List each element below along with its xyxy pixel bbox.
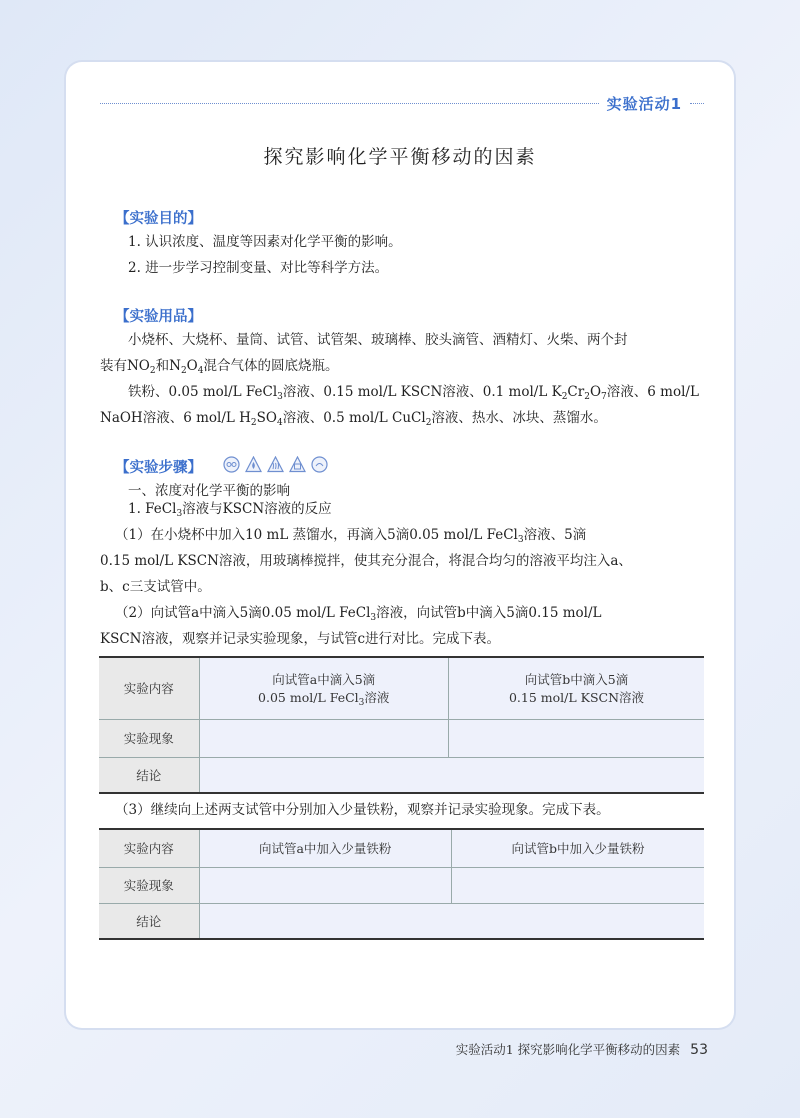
cell-text-part: 溶液: [364, 690, 390, 706]
wash-hands-icon: [311, 456, 328, 473]
activity-banner: [100, 92, 704, 114]
supplies-line-1: 小烧杯、大烧杯、量筒、试管、试管架、玻璃棒、胶头滴管、酒精灯、火柴、两个封: [128, 332, 628, 348]
steps-item-1-text: 1. FeCl: [128, 501, 177, 517]
flame-warning-icon: [245, 456, 262, 473]
subscript: 7: [601, 392, 607, 402]
purpose-heading: 【实验目的】: [115, 211, 202, 227]
subscript: 4: [197, 366, 204, 376]
subscript: 2: [149, 366, 156, 376]
supplies-line-4-text: SO: [256, 410, 277, 426]
table-cell-empty: [448, 719, 704, 757]
row-label: 实验现象: [99, 719, 199, 757]
hot-warning-icon: [267, 456, 284, 473]
cell-text: 0.15 mol/L KSCN溶液: [508, 690, 645, 706]
supplies-line-4-text: 溶液、热水、冰块、蒸馏水。: [431, 410, 607, 426]
step-1-text: 溶液、5滴: [523, 527, 587, 543]
subscript: 2: [425, 418, 432, 428]
table-cell-empty: [199, 903, 704, 939]
banner-dots-right: [690, 103, 704, 104]
step-1-line-3: b、c三支试管中。: [100, 579, 211, 595]
step-1-line-1: [115, 525, 586, 545]
steps-heading: 【实验步骤】: [115, 460, 202, 476]
step-2-text: （2）向试管a中滴入5滴0.05 mol/L FeCl: [115, 605, 371, 621]
supplies-line-4-text: NaOH溶液、6 mol/L H: [100, 410, 251, 426]
table-cell-a: [199, 657, 448, 719]
cell-text: 向试管a中滴入5滴: [272, 672, 376, 688]
goggles-icon: [223, 456, 240, 473]
table-cell-empty: [199, 867, 451, 903]
steps-item-1: [128, 499, 332, 519]
subscript: 4: [276, 418, 283, 428]
table-row: [99, 867, 704, 903]
row-label: 结论: [99, 757, 199, 793]
supplies-line-4-text: 溶液、0.5 mol/L CuCl: [282, 410, 426, 426]
banner-dots-left: [100, 103, 599, 104]
table-cell-empty: [199, 757, 704, 793]
subscript: 2: [561, 392, 568, 402]
supplies-line-3-text: 溶液、6 mol/L: [606, 384, 699, 400]
supplies-line-2: [100, 356, 338, 376]
safety-icons: [223, 456, 328, 473]
row-label: 实验现象: [99, 867, 199, 903]
supplies-line-2-text: 装有NO: [100, 358, 150, 374]
table-cell-empty: [451, 867, 704, 903]
step-1-text: （1）在小烧杯中加入10 mL 蒸馏水，再滴入5滴0.05 mol/L FeCl: [115, 527, 518, 543]
purpose-item-1: 1. 认识浓度、温度等因素对化学平衡的影响。: [128, 234, 402, 250]
subscript: 3: [277, 392, 283, 402]
table-row: [99, 903, 704, 939]
steps-subheading: 一、浓度对化学平衡的影响: [128, 483, 290, 499]
table-row: [99, 757, 704, 793]
supplies-line-2-text: 和N: [155, 358, 181, 374]
steps-item-1-text: 溶液与KSCN溶液的反应: [182, 501, 332, 517]
table-cell-a: 向试管a中加入少量铁粉: [199, 829, 451, 867]
results-table-1: [99, 656, 704, 794]
step-3-line: （3）继续向上述两支试管中分别加入少量铁粉，观察并记录实验现象。完成下表。: [115, 802, 610, 818]
subscript: 3: [358, 698, 365, 709]
supplies-line-3-text: O: [589, 384, 602, 400]
banner-label: 实验活动1: [606, 94, 682, 113]
table-row: [99, 719, 704, 757]
page-footer: [456, 1040, 708, 1058]
supplies-line-3-text: 铁粉、0.05 mol/L FeCl: [128, 384, 278, 400]
table-row: [99, 829, 704, 867]
footer-text: 实验活动1 探究影响化学平衡移动的因素: [455, 1042, 681, 1057]
cell-text: [200, 688, 448, 709]
row-label: 实验内容: [99, 829, 199, 867]
subscript: 3: [176, 509, 183, 519]
subscript: 2: [250, 418, 257, 428]
purpose-item-2: 2. 进一步学习控制变量、对比等科学方法。: [128, 260, 389, 276]
supplies-line-2-text: O: [186, 358, 198, 374]
supplies-line-2-text: 混合气体的圆底烧瓶。: [203, 358, 339, 374]
supplies-line-3-text: 溶液、0.15 mol/L KSCN溶液、0.1 mol/L K: [282, 384, 562, 400]
subscript: 2: [180, 366, 187, 376]
page-title: 探究影响化学平衡移动的因素: [263, 146, 537, 168]
step-2-text: 溶液，向试管b中滴入5滴0.15 mol/L: [376, 605, 602, 621]
row-label: 实验内容: [99, 657, 199, 719]
cell-text-part: 0.05 mol/L FeCl: [258, 690, 359, 706]
cell-text: 向试管b中滴入5滴: [524, 672, 629, 688]
results-table-2: [99, 828, 704, 940]
table-cell-b: 向试管b中加入少量铁粉: [451, 829, 704, 867]
page-number: 53: [690, 1042, 708, 1058]
table-cell-empty: [199, 719, 448, 757]
supplies-line-3: [128, 382, 699, 402]
table-cell-b: [448, 657, 704, 719]
supplies-line-3-text: Cr: [567, 384, 585, 400]
corrosive-warning-icon: [289, 456, 306, 473]
subscript: 2: [584, 392, 590, 402]
step-1-line-2: 0.15 mol/L KSCN溶液，用玻璃棒搅拌，使其充分混合，将混合均匀的溶液平均注入a、: [100, 553, 632, 569]
subscript: 3: [517, 535, 524, 545]
step-2-line-2: KSCN溶液，观察并记录实验现象，与试管c进行对比。完成下表。: [100, 631, 501, 647]
step-2-line-1: [115, 603, 601, 623]
supplies-heading: 【实验用品】: [115, 309, 202, 325]
row-label: 结论: [99, 903, 199, 939]
subscript: 3: [370, 613, 377, 623]
table-row: [99, 657, 704, 719]
supplies-line-4: [100, 408, 607, 428]
